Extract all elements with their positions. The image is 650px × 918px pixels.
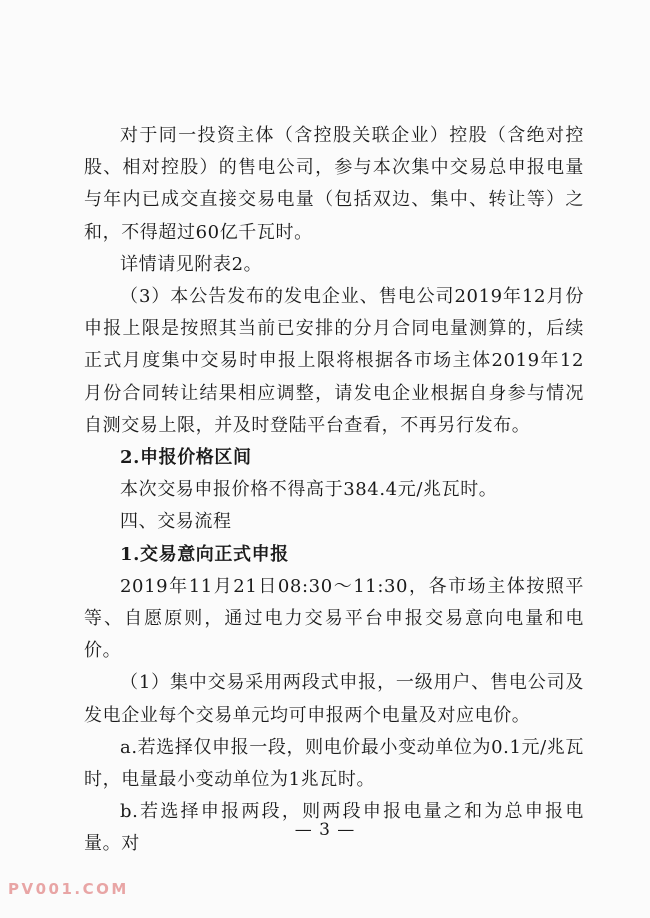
heading-formal-declaration: 1.交易意向正式申报 [120, 543, 289, 565]
paragraph-declaration-time: 2019年11月21日08:30～11:30，各市场主体按照平等、自愿原则，通过电力交易平台申报交易意向电量和电价。 [84, 575, 584, 662]
page-number: — 3 — [294, 820, 356, 840]
document-body [84, 120, 584, 861]
paragraph-1: 对于同一投资主体（含控股关联企业）控股（含绝对控股、相对控股）的售电公司，参与本次集中交易总申报电量与年内已成交直接交易电量（包括双边、集中、转让等）之和，不得超过60亿千瓦时。 [84, 125, 584, 243]
paragraph-2: 详情请见附表2。 [120, 253, 263, 275]
heading-price-range: 2.申报价格区间 [120, 447, 252, 469]
paragraph-option-a: a.若选择仅申报一段，则电价最小变动单位为0.1元/兆瓦时，电量最小变动单位为1兆瓦时。 [84, 736, 584, 791]
paragraph-two-stage: （1）集中交易采用两段式申报，一级用户、售电公司及发电企业每个交易单元均可申报两个电量及对应电价。 [84, 672, 584, 726]
paragraph-3: （3）本公告发布的发电企业、售电公司2019年12月份申报上限是按照其当前已安排的分月合同电量测算的，后续正式月度集中交易时申报上限将根据各市场主体2019年12月份合同转让结果相应调整，请发电企业根据自身参与情况自测交易上限，并及时登陆平台查看，不再另行发布。 [84, 286, 584, 436]
section-heading-trading-process: 四、交易流程 [120, 511, 232, 533]
watermark: PV001.COM [8, 880, 129, 898]
paragraph-price-limit: 本次交易申报价格不得高于384.4元/兆瓦时。 [120, 479, 498, 501]
paragraph-option-b: b.若选择申报两段，则两段申报电量之和为总申报电量。对 [84, 801, 584, 855]
